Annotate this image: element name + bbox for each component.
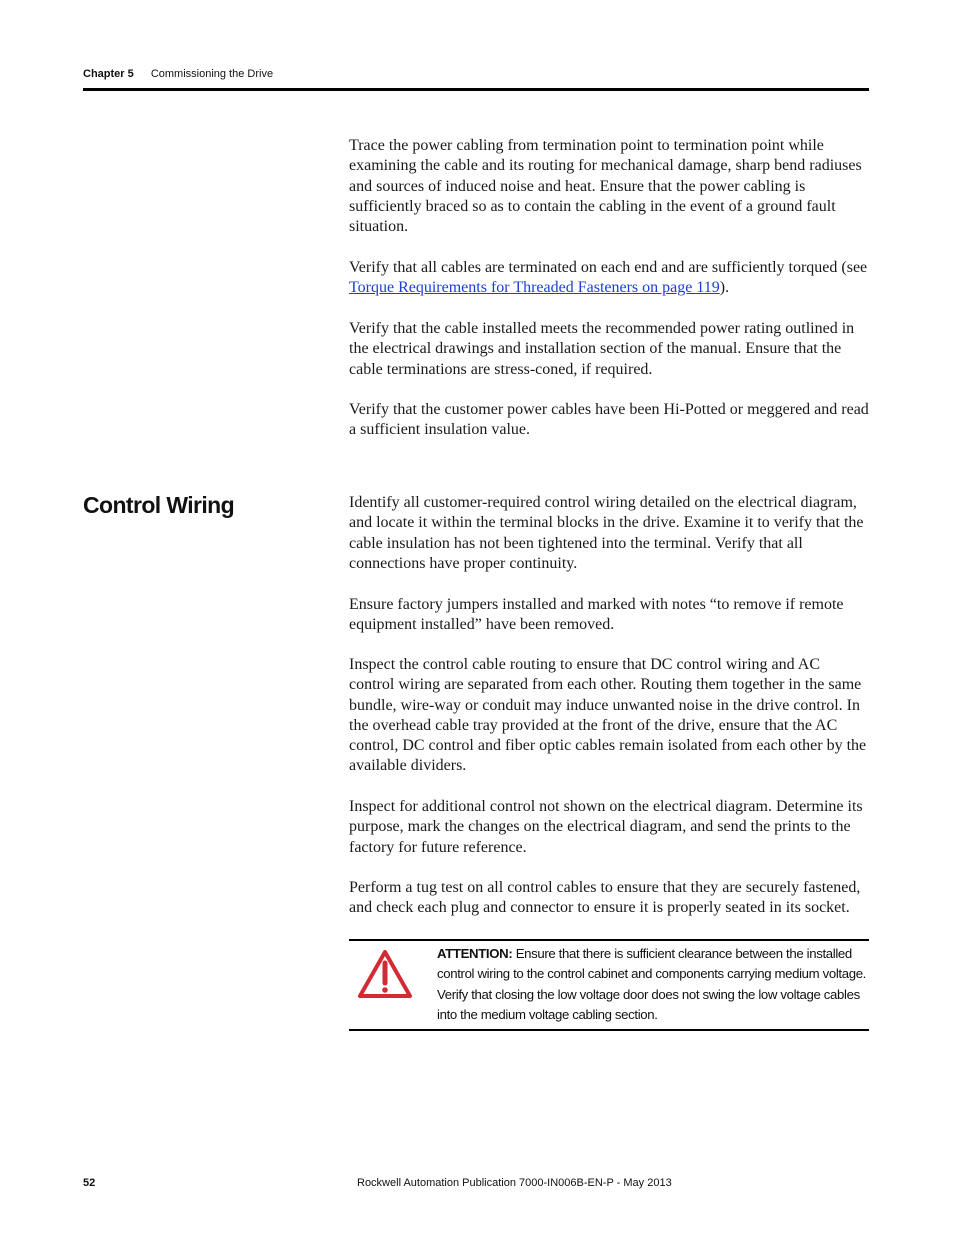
control-wiring-para-5: Perform a tug test on all control cables to ensure that they are securely fastened, and check each plug and connector to ensure it is properly seated in its socket. — [349, 879, 861, 917]
header-rule — [83, 88, 869, 91]
power-cabling-para-2 — [349, 258, 869, 299]
attention-label: ATTENTION: — [437, 946, 513, 961]
para-text-end: ). — [719, 279, 730, 297]
power-cabling-para-4: Verify that the customer power cables have been Hi-Potted or meggered and read a sufficient insulation value. — [349, 401, 869, 439]
section-heading-control-wiring: Control Wiring — [83, 492, 235, 518]
page-number: 52 — [83, 1177, 96, 1189]
control-wiring-para-4: Inspect for additional control not shown on the electrical diagram. Determine its purpose, mark the changes on the electrical diagram, and send the prints to the factory for future reference. — [349, 798, 863, 856]
control-wiring-para-1: Identify all customer-required control wiring detailed on the electrical diagram, and locate it within the terminal blocks in the drive. Examine it to verify that the cable insulation has not been tightened into the terminal. Verify that all connections have proper continuity. — [349, 494, 864, 572]
warning-triangle-icon — [357, 949, 413, 999]
attention-box — [349, 939, 869, 1031]
chapter-label: Chapter 5 — [83, 68, 134, 80]
running-header — [83, 68, 273, 80]
torque-requirements-link[interactable]: Torque Requirements for Threaded Fasteners on page 119 — [349, 279, 720, 297]
attention-body: Ensure that there is sufficient clearance between the installed control wiring to the control cabinet and components carrying medium voltage. Verify that closing the low voltage door does not swing the low voltage cables into the medium voltage cabling section. — [437, 946, 866, 1022]
control-wiring-para-3: Inspect the control cable routing to ensure that DC control wiring and AC control wiring are separated from each other. Routing them together in the same bundle, wire-way or conduit may induce unwanted noise in the drive control. In the overhead cable tray provided at the front of the drive, ensure that the AC control, DC control and fiber optic cables remain isolated from each other by the available dividers. — [349, 656, 867, 775]
para-text: Verify that all cables are terminated on each end and are sufficiently torqued (see — [349, 259, 868, 276]
chapter-title: Commissioning the Drive — [150, 68, 274, 80]
power-cabling-para-3: Verify that the cable installed meets the recommended power rating outlined in the electrical drawings and installation section of the manual. Ensure that the cable terminations are stress-coned, if required. — [349, 320, 855, 378]
attention-message — [437, 944, 869, 1025]
publication-id: Rockwell Automation Publication 7000-IN006B-EN-P - May 2013 — [357, 1177, 672, 1189]
control-wiring-para-2: Ensure factory jumpers installed and marked with notes “to remove if remote equipment installed” have been removed. — [349, 596, 844, 634]
power-cabling-para-1: Trace the power cabling from termination point to termination point while examining the cable and its routing for mechanical damage, sharp bend radiuses and sources of induced noise and heat. Ensure that the power cabling is sufficiently braced so as to contain the cabling in the event of a ground fault situation. — [349, 137, 862, 236]
